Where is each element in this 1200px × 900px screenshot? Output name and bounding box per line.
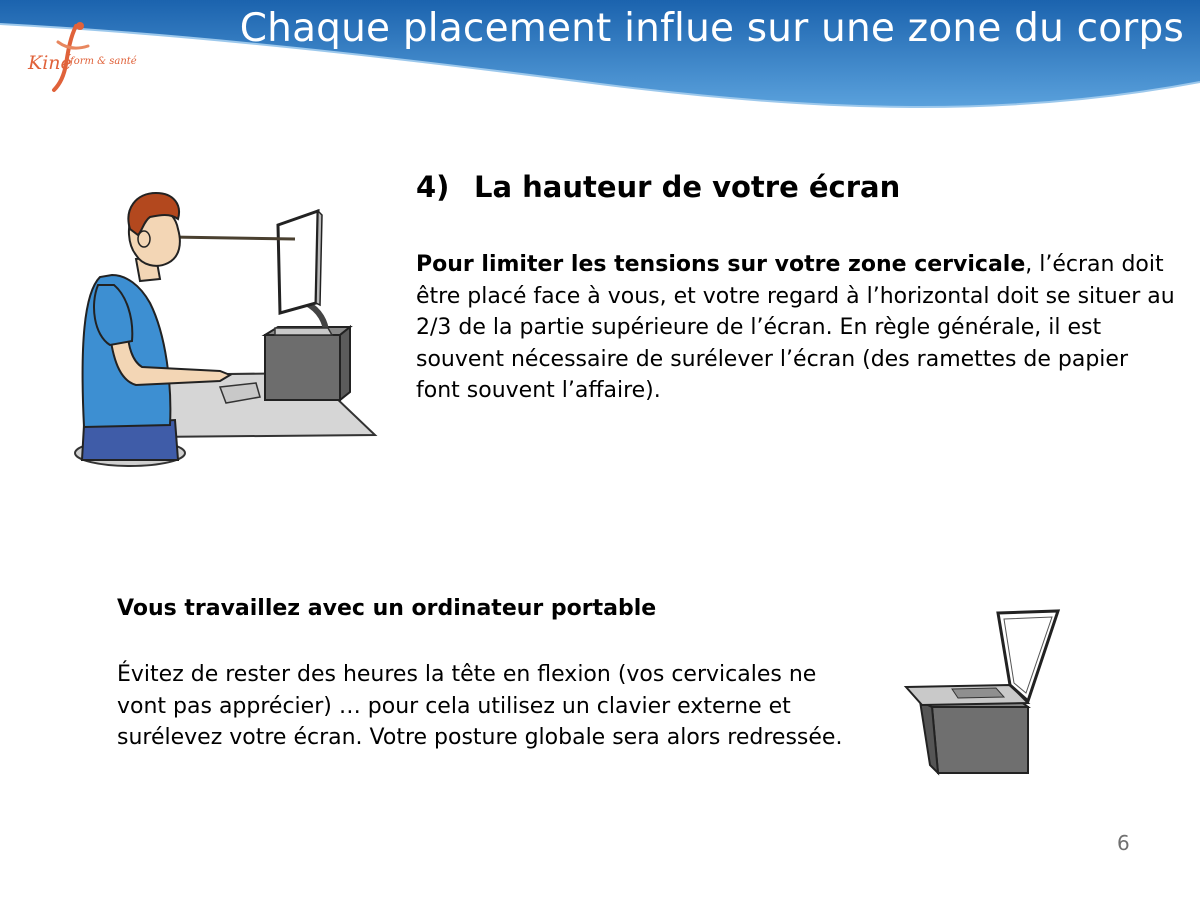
section-heading	[416, 170, 900, 204]
paragraph-bold-lead: Pour limiter les tensions sur votre zone cervicale	[416, 252, 1026, 277]
laptop-heading: Vous travaillez avec un ordinateur portable	[117, 596, 657, 621]
laptop-paragraph: Évitez de rester des heures la tête en flexion (vos cervicales ne vont pas apprécier) … pour cela utilisez un clavier externe et surélevez votre écran. Votre posture globale sera alors redressée.	[117, 662, 843, 750]
logo-subtitle: form & santé	[70, 56, 137, 67]
section-title: La hauteur de votre écran	[474, 170, 901, 204]
desk-posture-illustration	[70, 185, 380, 470]
kine-form-sante-logo	[18, 18, 158, 98]
section-number: 4)	[416, 170, 450, 204]
logo-word: Kiné	[28, 52, 72, 74]
page-number: 6	[1117, 831, 1130, 855]
slide-title: Chaque placement influe sur une zone du corps	[239, 6, 1184, 51]
paragraph-body: , l’écran doit être placé face à vous, et votre regard à l’horizontal doit se situer au 2/3 de la partie supérieure de l’écran. En règle générale, il est souvent nécessaire de surélever l’écran (des ramettes de papier font souvent l’affaire).	[416, 252, 1175, 403]
screen-height-paragraph	[416, 249, 1176, 407]
laptop-on-stand-illustration	[900, 605, 1065, 780]
